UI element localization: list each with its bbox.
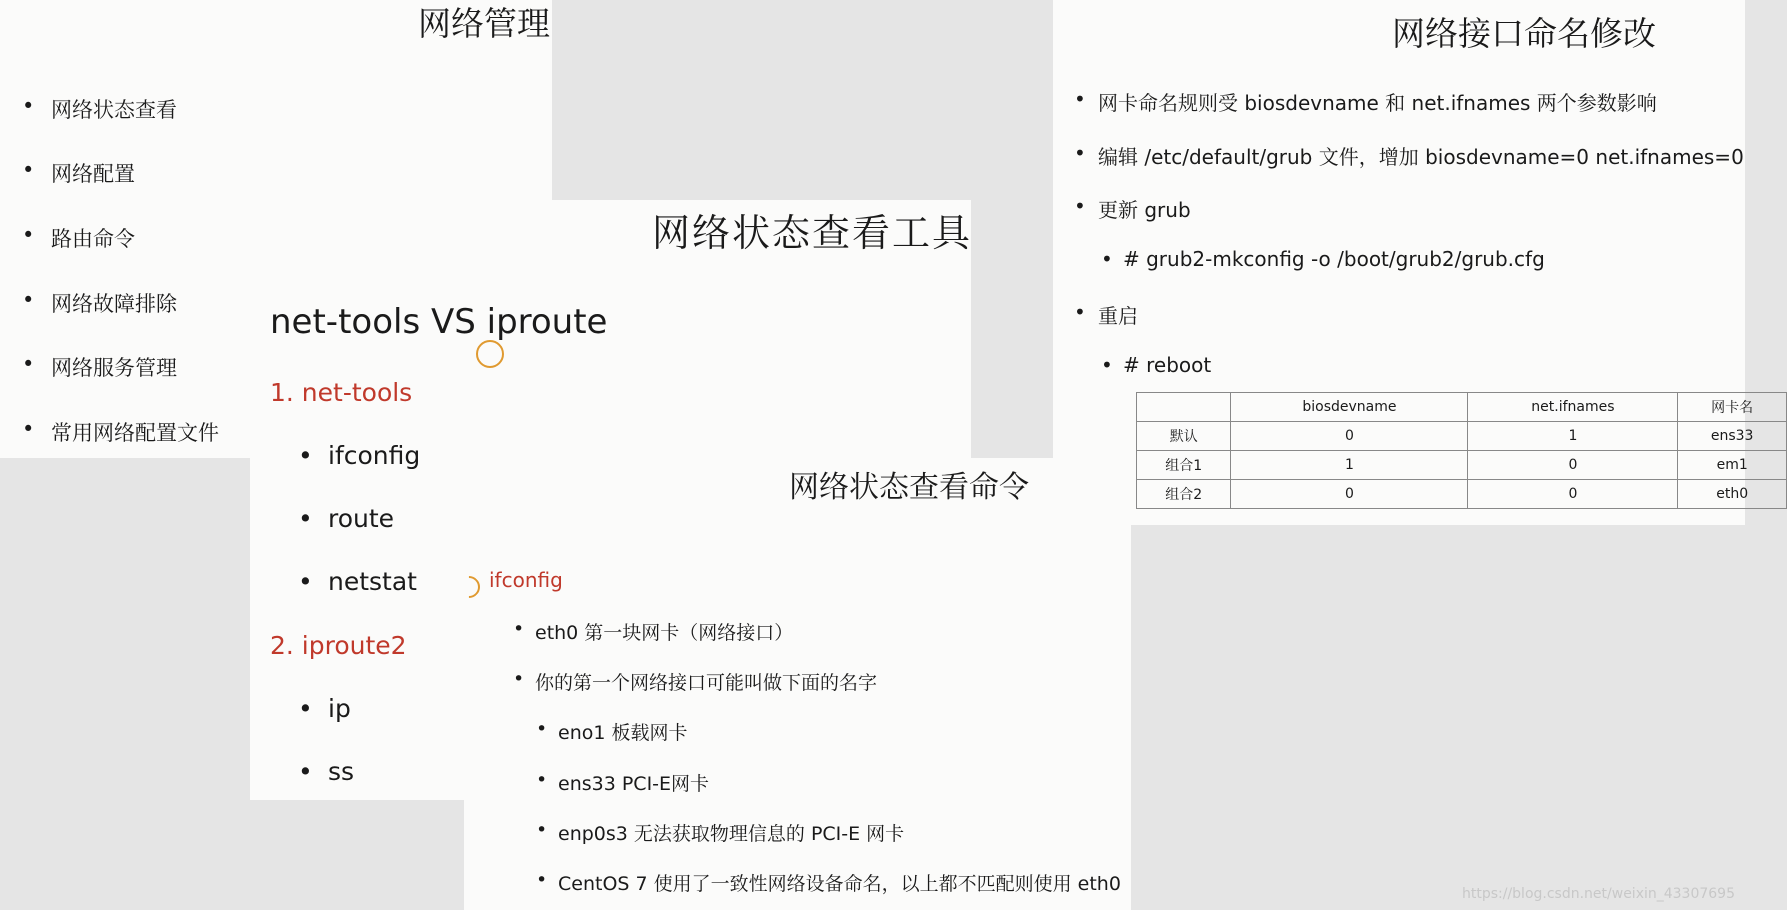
list-item: • 网络服务管理 <box>51 352 177 382</box>
table-cell: 组合1 <box>1137 451 1231 480</box>
list-item: • eno1 板载网卡 <box>558 718 687 745</box>
list-item: • ens33 PCI-E网卡 <box>558 769 709 796</box>
list-item: • route <box>328 504 394 533</box>
list-item: • 你的第一个网络接口可能叫做下面的名字 <box>535 668 877 695</box>
table-cell: 0 <box>1231 422 1468 451</box>
list-item: • ip <box>328 694 351 723</box>
list-item: • # reboot <box>1123 353 1211 377</box>
list-item: • 路由命令 <box>51 223 135 253</box>
table-header: biosdevname <box>1231 393 1468 422</box>
list-item: • 网络配置 <box>51 158 135 188</box>
slide-network-status-commands <box>464 458 1131 910</box>
section-heading: 1. net-tools <box>270 378 413 407</box>
table-row <box>1137 480 1787 509</box>
section-heading: 2. iproute2 <box>270 631 407 660</box>
table-cell: 0 <box>1231 480 1468 509</box>
list-item: • eth0 第一块网卡（网络接口） <box>535 618 793 645</box>
list-item: • ss <box>328 757 354 786</box>
table-cell: eth0 <box>1678 480 1787 509</box>
list-item: • 更新 grub <box>1098 194 1191 223</box>
list-item: • # grub2-mkconfig -o /boot/grub2/grub.cfg <box>1123 247 1545 271</box>
list-item: • enp0s3 无法获取物理信息的 PCI-E 网卡 <box>558 819 904 846</box>
slide-title: 网络接口命名修改 <box>1392 14 1656 53</box>
cursor-ring-icon <box>476 340 504 368</box>
slide-subtitle: net-tools VS iproute <box>270 302 608 342</box>
list-item: • netstat <box>328 567 417 596</box>
list-item: • 重启 <box>1098 300 1138 329</box>
table-header <box>1137 393 1231 422</box>
table-cell: 1 <box>1231 451 1468 480</box>
naming-table <box>1136 392 1787 509</box>
watermark: https://blog.csdn.net/weixin_43307695 <box>1461 886 1735 902</box>
table-header-row <box>1137 393 1787 422</box>
list-item: • 网络状态查看 <box>51 94 177 124</box>
table-cell: em1 <box>1678 451 1787 480</box>
slide-interface-naming <box>1053 0 1754 525</box>
table-row <box>1137 451 1787 480</box>
table-cell: 默认 <box>1137 422 1231 451</box>
table-cell: ens33 <box>1678 422 1787 451</box>
section-heading: ifconfig <box>489 568 563 592</box>
list-item: • 网卡命名规则受 biosdevname 和 net.ifnames 两个参数影响 <box>1098 87 1657 116</box>
table-header: 网卡名 <box>1678 393 1787 422</box>
table-cell: 组合2 <box>1137 480 1231 509</box>
slide-title: 网络管理 <box>418 4 550 43</box>
table-cell: 0 <box>1468 451 1678 480</box>
table-header: net.ifnames <box>1468 393 1678 422</box>
table-row <box>1137 422 1787 451</box>
slide-title: 网络状态查看工具 <box>652 211 973 255</box>
list-item: • CentOS 7 使用了一致性网络设备命名，以上都不匹配则使用 eth0 <box>558 869 1121 896</box>
list-item: • 常用网络配置文件 <box>51 417 219 447</box>
list-item: • 网络故障排除 <box>51 288 177 318</box>
table-cell: 0 <box>1468 480 1678 509</box>
list-item: • ifconfig <box>328 441 420 470</box>
table-cell: 1 <box>1468 422 1678 451</box>
list-item: • 编辑 /etc/default/grub 文件，增加 biosdevname=0 net.ifnames=0 <box>1098 141 1744 170</box>
slide-title: 网络状态查看命令 <box>789 470 1029 505</box>
